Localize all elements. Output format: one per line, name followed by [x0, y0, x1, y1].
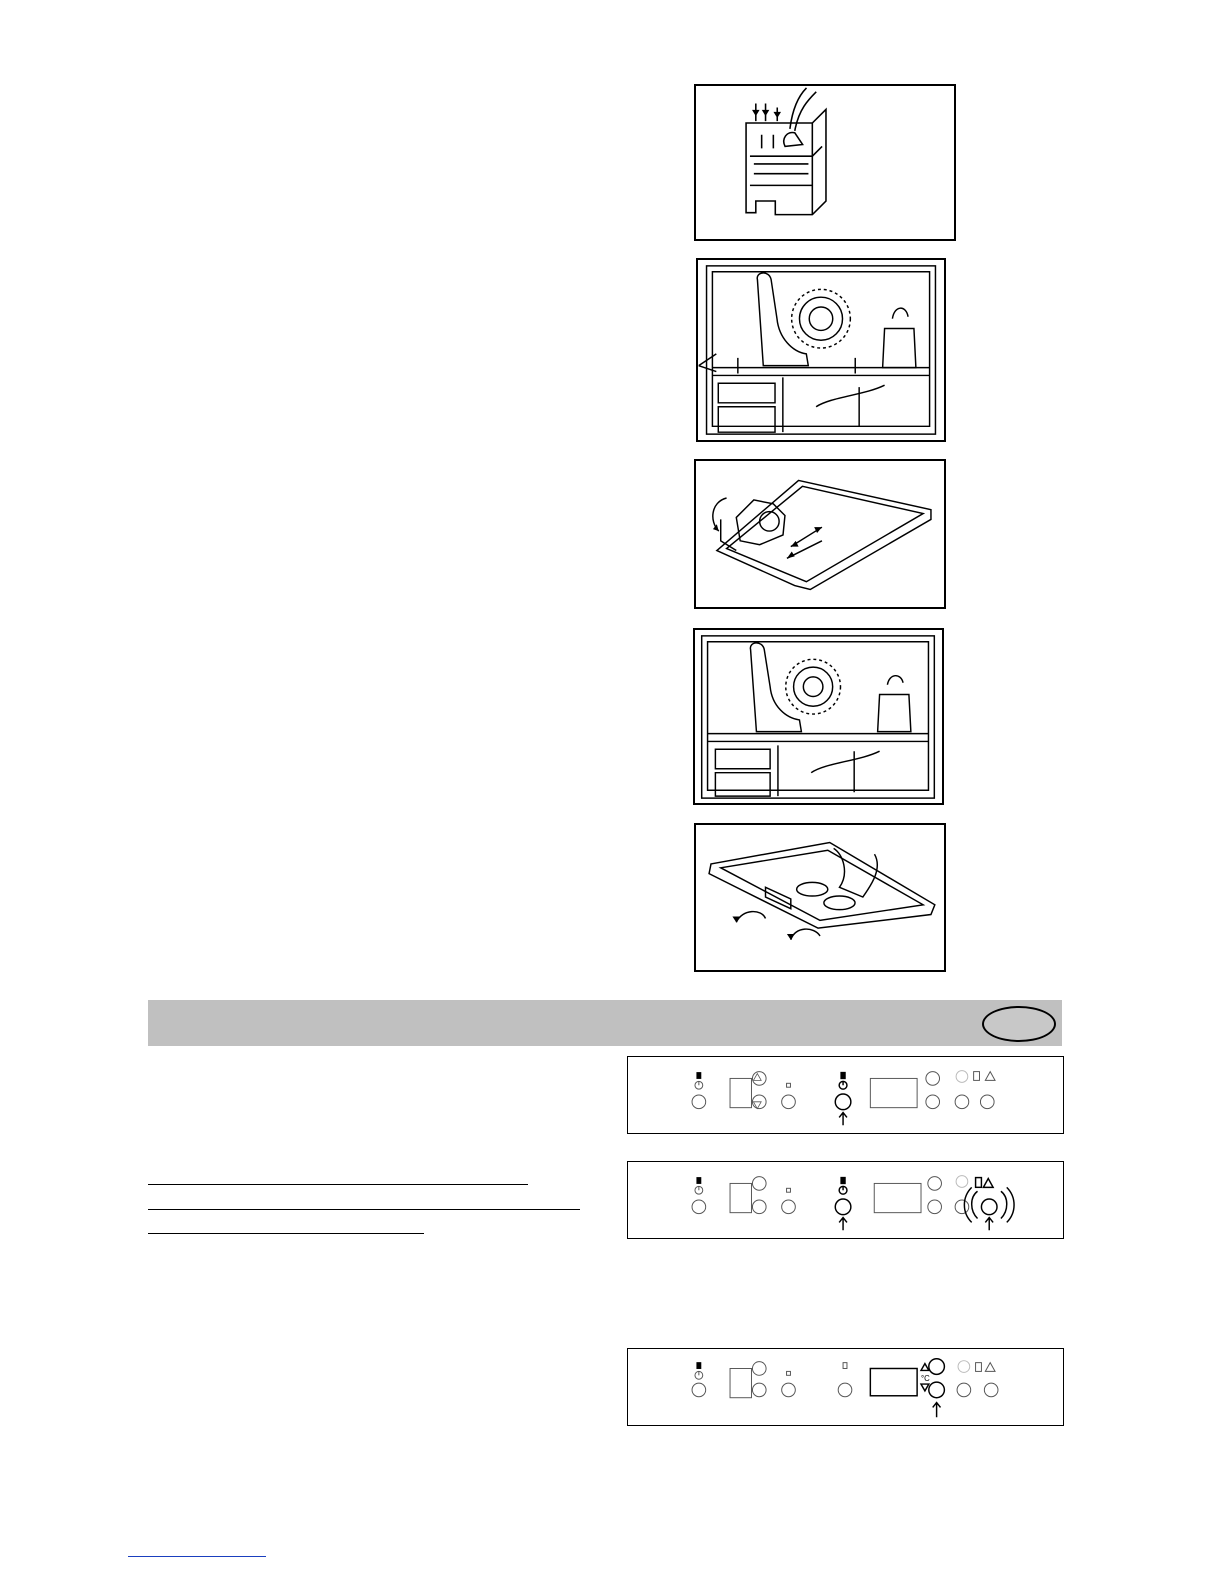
freezer-temperature-down-button: [929, 1382, 945, 1398]
ice-tray-fill-illustration: [694, 84, 956, 241]
control-panel-drawing-3: [628, 1349, 1063, 1425]
snowflake-icon: [956, 1176, 968, 1188]
freezer-display: [870, 1078, 917, 1107]
door-icon: [974, 1072, 980, 1081]
control-panel-freezer-temp-down: [627, 1348, 1064, 1426]
holiday-button: [782, 1095, 796, 1109]
alarm-reset-button: [981, 1199, 997, 1215]
fridge-interior-bottle-rack-illustration: [696, 258, 946, 442]
folded-bottle-rack-shelf-illustration: [694, 823, 946, 972]
footer-link-underline[interactable]: [128, 1556, 266, 1557]
arrow-up-icon: [985, 1218, 993, 1231]
section-header-band: [148, 1000, 1062, 1046]
warning-triangle-icon: [985, 1072, 995, 1081]
fridge-interior-drawing: [698, 260, 944, 440]
led-indicator: [697, 1073, 701, 1079]
control-panel-alarm-reset: [627, 1161, 1064, 1239]
fridge-interior-folded-rack-illustration: [693, 628, 944, 805]
control-panel-drawing-2: [628, 1162, 1063, 1238]
arrow-up-icon: [839, 1113, 847, 1126]
control-panel-power-button: [627, 1056, 1064, 1134]
arrow-up-icon: [839, 1218, 847, 1231]
folded-rack-drawing: [696, 825, 944, 970]
fridge-interior-folded-drawing: [695, 630, 942, 803]
snowflake-icon: [956, 1071, 968, 1083]
bottle-rack-shelf-illustration: [694, 459, 946, 609]
ice-tray-drawing: [696, 86, 954, 239]
snowflake-icon: [958, 1361, 970, 1373]
warning-triangle-icon: [983, 1179, 993, 1188]
language-badge: [982, 1006, 1056, 1042]
freezer-display: [870, 1368, 917, 1395]
text-underline-3: [148, 1233, 424, 1234]
arrow-up-icon: [933, 1403, 941, 1418]
triangle-up-icon: [921, 1364, 929, 1371]
freezer-on-off-button: [835, 1094, 851, 1110]
warning-triangle-icon: [985, 1363, 995, 1372]
triangle-down-icon: [921, 1384, 929, 1391]
fridge-display: [730, 1078, 751, 1107]
bottle-rack-drawing: [696, 461, 944, 607]
control-panel-drawing-1: [628, 1057, 1063, 1133]
text-underline-1: [148, 1184, 528, 1185]
text-underline-2: [148, 1209, 580, 1210]
door-icon: [976, 1178, 982, 1188]
door-icon: [976, 1363, 982, 1372]
fridge-on-off-button: [692, 1095, 706, 1109]
celsius-icon: °C: [921, 1374, 930, 1384]
